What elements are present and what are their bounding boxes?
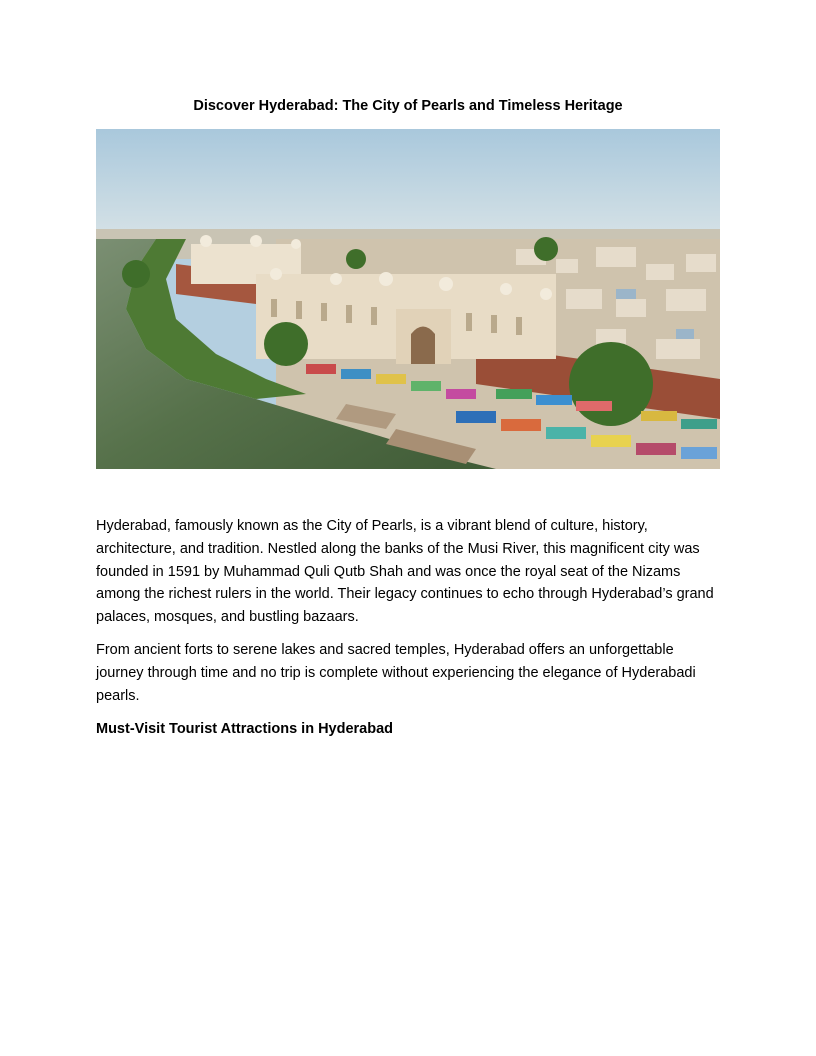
document-title: Discover Hyderabad: The City of Pearls and Timeless Heritage (193, 98, 623, 114)
attractions-paragraph: From ancient forts to serene lakes and sacred temples, Hyderabad offers an unforgettable journey through time and no trip is complete without experiencing the elegance of Hyderabadi pearls. (96, 642, 696, 704)
intro-paragraph: Hyderabad, famously known as the City of Pearls, is a vibrant blend of culture, history, architecture, and tradition. Nestled along the banks of the Musi River, this magnificent city was founded in 1591 by Muhammad Quli Qutb Shah and was once the royal seat of the Nizams among the richest rulers in the world. Their legacy continues to echo through Hyderabad’s grand palaces, mosques, and bustling bazaars. (96, 518, 714, 626)
section-heading: Must-Visit Tourist Attractions in Hyderabad (96, 721, 394, 737)
hyderabad-palace-photo (96, 129, 720, 469)
